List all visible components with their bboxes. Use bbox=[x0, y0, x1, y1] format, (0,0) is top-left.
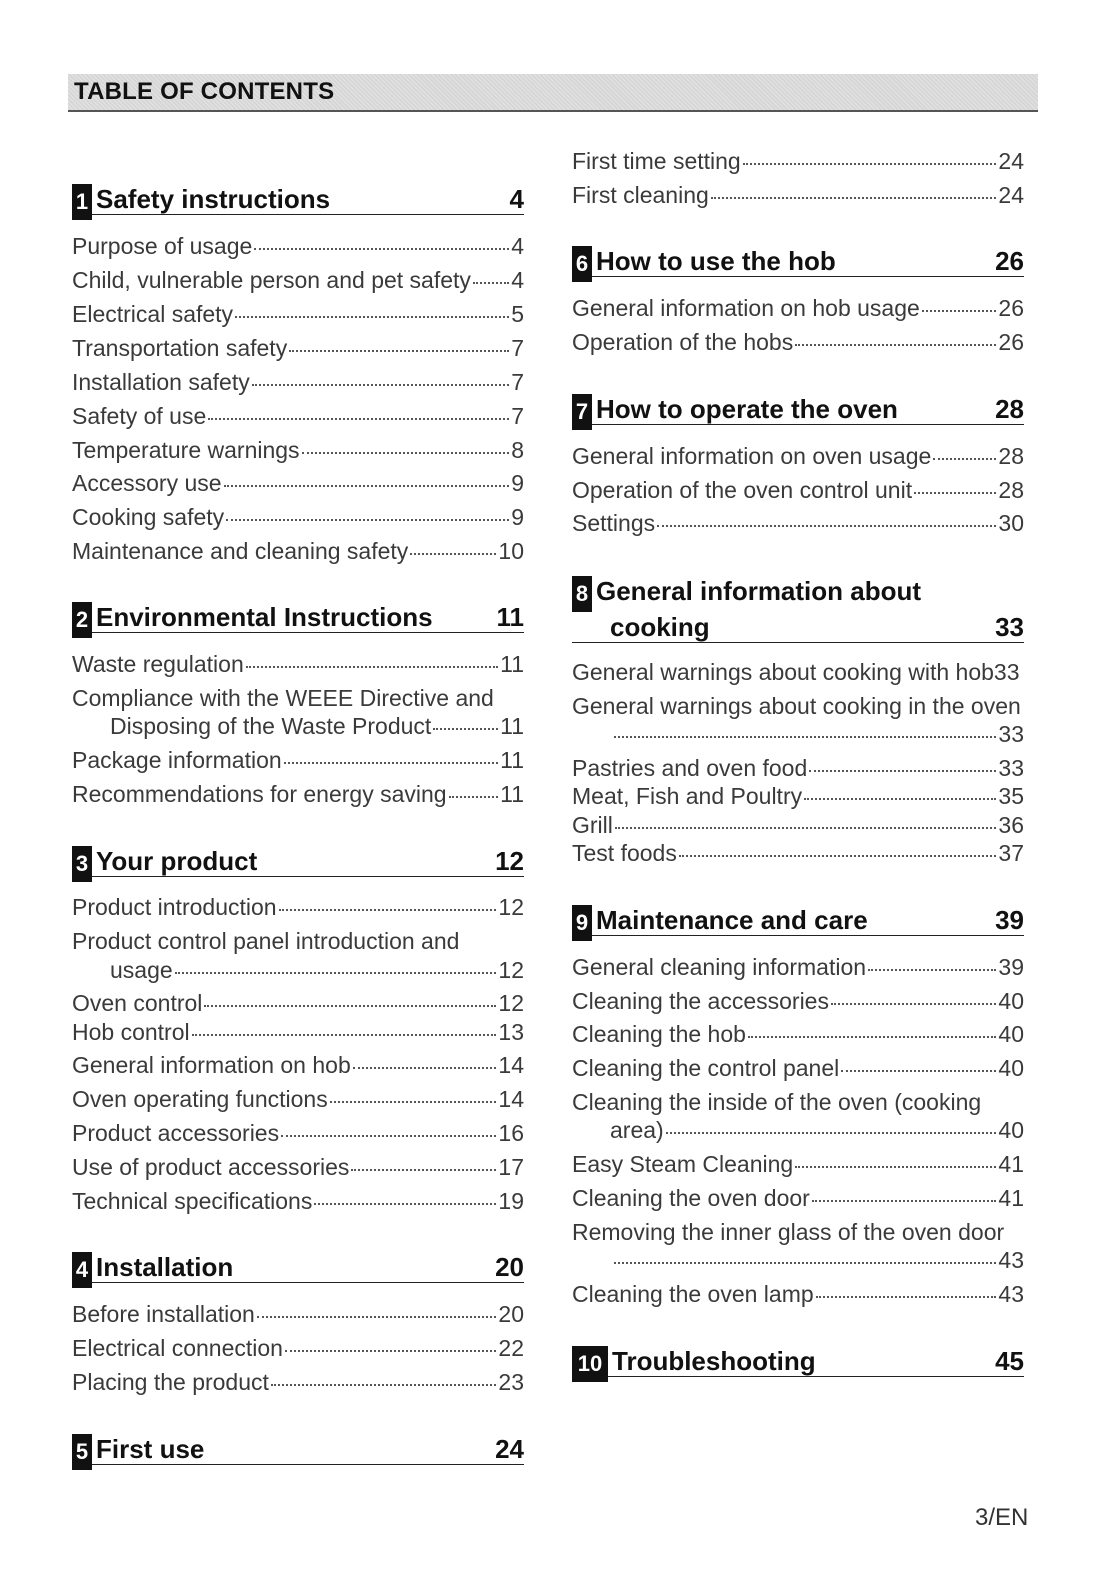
entry-title: Placing the product bbox=[72, 1369, 269, 1395]
entry-title: Installation safety bbox=[72, 369, 250, 395]
entry-page: 33 bbox=[998, 721, 1024, 747]
section-title: Troubleshooting bbox=[612, 1346, 816, 1376]
entry-page: 43 bbox=[998, 1281, 1024, 1307]
entry-page: 12 bbox=[498, 894, 524, 920]
entry-page: 22 bbox=[498, 1335, 524, 1361]
entry-title: Product introduction bbox=[72, 894, 277, 920]
entry-page: 7 bbox=[511, 403, 524, 429]
toc-entry[interactable] bbox=[572, 476, 1024, 504]
entry-page: 4 bbox=[511, 233, 524, 259]
entry-page: 11 bbox=[500, 781, 524, 807]
toc-entry[interactable] bbox=[572, 328, 1024, 356]
toc-entry[interactable] bbox=[572, 692, 1024, 720]
section-number: 4 bbox=[72, 1252, 92, 1288]
dot-leader bbox=[281, 1135, 496, 1137]
entry-title: Test foods bbox=[572, 840, 677, 866]
section-title: First use bbox=[96, 1434, 205, 1464]
toc-entry[interactable] bbox=[72, 927, 524, 955]
section-title: Maintenance and care bbox=[596, 905, 868, 935]
section-number: 3 bbox=[72, 846, 92, 882]
dot-leader bbox=[192, 1034, 497, 1036]
entry-page: 9 bbox=[511, 470, 524, 496]
dot-leader bbox=[841, 1070, 996, 1072]
entry-page: 17 bbox=[498, 1154, 524, 1180]
entry-title: Cleaning the accessories bbox=[572, 988, 829, 1014]
entry-title: Use of product accessories bbox=[72, 1154, 350, 1180]
dot-leader bbox=[933, 458, 996, 460]
entry-title: Package information bbox=[72, 747, 282, 773]
dot-leader bbox=[614, 1262, 996, 1264]
entry-title: Operation of the oven control unit bbox=[572, 477, 913, 503]
toc-entry[interactable] bbox=[572, 1150, 1024, 1178]
toc-entry[interactable] bbox=[72, 989, 524, 1017]
entry-title: Cleaning the hob bbox=[572, 1021, 746, 1047]
toc-entry[interactable] bbox=[72, 1187, 524, 1215]
section-title: How to use the hob bbox=[596, 246, 836, 276]
entry-page: 19 bbox=[498, 1188, 524, 1214]
dot-leader bbox=[246, 666, 498, 668]
entry-page: 7 bbox=[511, 335, 524, 361]
dot-leader bbox=[330, 1101, 497, 1103]
dot-leader bbox=[351, 1169, 496, 1171]
section-page: 20 bbox=[495, 1252, 524, 1282]
entry-page: 7 bbox=[511, 369, 524, 395]
dot-leader bbox=[868, 969, 996, 971]
section-title: Safety instructions bbox=[96, 184, 331, 214]
toc-entry[interactable] bbox=[72, 503, 524, 531]
entry-title: First time setting bbox=[572, 148, 741, 174]
entry-page: 8 bbox=[511, 437, 524, 463]
entry-title: Compliance with the WEEE Directive and bbox=[72, 685, 494, 711]
toc-entry[interactable] bbox=[572, 1088, 1024, 1116]
entry-title: Product accessories bbox=[72, 1120, 280, 1146]
toc-entry[interactable] bbox=[572, 442, 1024, 470]
entry-page: 36 bbox=[998, 812, 1024, 838]
entry-page: 40 bbox=[998, 988, 1024, 1014]
entry-page: 40 bbox=[998, 1021, 1024, 1047]
dot-leader bbox=[615, 827, 997, 829]
entry-title: Operation of the hobs bbox=[572, 329, 794, 355]
toc-entry[interactable] bbox=[572, 294, 1024, 322]
entry-page: 11 bbox=[500, 713, 524, 739]
entry-title: Before installation bbox=[72, 1301, 255, 1327]
toc-entry[interactable] bbox=[72, 1300, 524, 1328]
entry-page: 14 bbox=[498, 1086, 524, 1112]
dot-leader bbox=[449, 796, 499, 798]
toc-entry[interactable] bbox=[72, 300, 524, 328]
toc-entry[interactable] bbox=[572, 811, 1024, 839]
entry-title: Cleaning the oven lamp bbox=[572, 1281, 814, 1307]
section-number: 6 bbox=[572, 246, 592, 282]
section-heading[interactable] bbox=[72, 178, 524, 215]
dot-leader bbox=[914, 492, 996, 494]
dot-leader bbox=[271, 1384, 497, 1386]
entry-page: 9 bbox=[511, 504, 524, 530]
entry-page: 10 bbox=[498, 538, 524, 564]
entry-title: General warnings about cooking in the oven bbox=[572, 693, 1021, 719]
entry-title: Product control panel introduction and bbox=[72, 928, 460, 954]
entry-title: Removing the inner glass of the oven door bbox=[572, 1219, 1005, 1245]
entry-title: Electrical safety bbox=[72, 301, 234, 327]
section-page: 45 bbox=[995, 1346, 1024, 1376]
entry-page: 12 bbox=[498, 957, 524, 983]
entry-title: Cleaning the inside of the oven (cooking bbox=[572, 1089, 982, 1115]
toc-entry[interactable] bbox=[572, 839, 1024, 867]
dot-leader bbox=[289, 350, 509, 352]
dot-leader bbox=[748, 1036, 996, 1038]
toc-entry[interactable] bbox=[72, 650, 524, 678]
section-heading[interactable] bbox=[72, 596, 524, 633]
section-title: How to operate the oven bbox=[596, 394, 898, 424]
entry-title: Electrical connection bbox=[72, 1335, 283, 1361]
entry-title: General information on hob bbox=[72, 1052, 351, 1078]
dot-leader bbox=[175, 972, 497, 974]
entry-page: 41 bbox=[998, 1151, 1024, 1177]
section-heading[interactable] bbox=[572, 388, 1024, 425]
toc-entry[interactable] bbox=[72, 684, 524, 712]
section-number: 9 bbox=[572, 905, 592, 941]
dot-leader bbox=[279, 909, 497, 911]
entry-page: 41 bbox=[998, 1185, 1024, 1211]
toc-entry[interactable] bbox=[72, 537, 524, 565]
dot-leader bbox=[711, 197, 997, 199]
entry-page: 5 bbox=[511, 301, 524, 327]
toc-entry[interactable] bbox=[572, 1246, 1024, 1274]
entry-title: usage bbox=[110, 957, 173, 983]
dot-leader bbox=[804, 798, 996, 800]
section-page: 24 bbox=[495, 1434, 524, 1464]
dot-leader bbox=[353, 1067, 497, 1069]
dot-leader bbox=[314, 1203, 496, 1205]
dot-leader bbox=[208, 418, 509, 420]
section-title: Environmental Instructions bbox=[96, 602, 433, 632]
entry-title: Pastries and oven food bbox=[572, 755, 808, 781]
dot-leader bbox=[224, 485, 510, 487]
toc-entry[interactable] bbox=[72, 334, 524, 362]
section-page: 28 bbox=[995, 394, 1024, 424]
dot-leader bbox=[614, 736, 996, 738]
entry-page: 35 bbox=[998, 783, 1024, 809]
entry-page: 28 bbox=[998, 477, 1024, 503]
toc-entry[interactable] bbox=[72, 232, 524, 260]
entry-title: Easy Steam Cleaning bbox=[572, 1151, 794, 1177]
entry-title: General information on hob usage bbox=[572, 295, 920, 321]
entry-title: Child, vulnerable person and pet safety bbox=[72, 267, 471, 293]
entry-title: Settings bbox=[572, 510, 656, 536]
section-number: 1 bbox=[72, 184, 92, 220]
entry-page: 26 bbox=[998, 295, 1024, 321]
section-heading[interactable] bbox=[572, 240, 1024, 277]
toc-entry[interactable] bbox=[72, 746, 524, 774]
toc-entry[interactable] bbox=[572, 720, 1024, 748]
dot-leader bbox=[252, 384, 509, 386]
toc-entry[interactable] bbox=[72, 266, 524, 294]
entry-title: Grill bbox=[572, 812, 613, 838]
section-heading[interactable] bbox=[72, 840, 524, 877]
entry-title: Transportation safety bbox=[72, 335, 288, 361]
dot-leader bbox=[473, 282, 509, 284]
entry-page: 24 bbox=[998, 182, 1024, 208]
entry-page: 26 bbox=[998, 329, 1024, 355]
toc-entry[interactable] bbox=[72, 1119, 524, 1147]
entry-title: General information on oven usage bbox=[572, 443, 932, 469]
entry-page: 11 bbox=[500, 747, 524, 773]
entry-title: Maintenance and cleaning safety bbox=[72, 538, 409, 564]
entry-title: General warnings about cooking with hob33 bbox=[572, 659, 1020, 685]
toc-entry[interactable] bbox=[572, 1280, 1024, 1308]
entry-page: 20 bbox=[498, 1301, 524, 1327]
entry-title: Cleaning the control panel bbox=[572, 1055, 840, 1081]
section-page: 4 bbox=[509, 184, 524, 214]
entry-title: area) bbox=[610, 1117, 664, 1143]
entry-title: Cleaning the oven door bbox=[572, 1185, 810, 1211]
toc-entry[interactable] bbox=[72, 402, 524, 430]
section-number: 8 bbox=[572, 576, 592, 612]
dot-leader bbox=[410, 553, 496, 555]
toc-entry[interactable] bbox=[572, 181, 1024, 209]
dot-leader bbox=[743, 163, 997, 165]
entry-title: Technical specifications bbox=[72, 1188, 313, 1214]
section-page: 12 bbox=[495, 846, 524, 876]
dot-leader bbox=[831, 1003, 996, 1005]
entry-page: 43 bbox=[998, 1247, 1024, 1273]
dot-leader bbox=[922, 310, 997, 312]
entry-title: Waste regulation bbox=[72, 651, 244, 677]
entry-page: 40 bbox=[998, 1055, 1024, 1081]
toc-entry[interactable] bbox=[572, 1184, 1024, 1212]
entry-page: 33 bbox=[998, 755, 1024, 781]
dot-leader bbox=[812, 1200, 997, 1202]
section-page: 39 bbox=[995, 905, 1024, 935]
toc-entry[interactable] bbox=[572, 1020, 1024, 1048]
toc-entry[interactable] bbox=[72, 436, 524, 464]
entry-page: 13 bbox=[498, 1019, 524, 1045]
toc-entry[interactable] bbox=[572, 147, 1024, 175]
toc-entry[interactable] bbox=[572, 953, 1024, 981]
toc-entry[interactable] bbox=[72, 893, 524, 921]
entry-title: First cleaning bbox=[572, 182, 709, 208]
toc-entry[interactable] bbox=[572, 987, 1024, 1015]
entry-page: 40 bbox=[998, 1117, 1024, 1143]
section-page: 11 bbox=[496, 602, 524, 632]
toc-entry[interactable] bbox=[572, 1116, 1024, 1144]
section-page: 26 bbox=[995, 246, 1024, 276]
toc-entry[interactable] bbox=[572, 658, 1024, 686]
toc-entry[interactable] bbox=[72, 1368, 524, 1396]
section-page: 33 bbox=[995, 612, 1024, 642]
entry-title: Safety of use bbox=[72, 403, 207, 429]
entry-title: Cooking safety bbox=[72, 504, 225, 530]
toc-title: TABLE OF CONTENTS bbox=[74, 78, 335, 105]
dot-leader bbox=[795, 1166, 996, 1168]
toc-entry[interactable] bbox=[72, 368, 524, 396]
toc-header-band bbox=[68, 74, 1038, 112]
entry-title: Accessory use bbox=[72, 470, 222, 496]
toc-entry[interactable] bbox=[72, 1018, 524, 1046]
section-heading[interactable] bbox=[572, 899, 1024, 936]
section-title: Your product bbox=[96, 846, 258, 876]
section-title: Installation bbox=[96, 1252, 234, 1282]
section-number: 7 bbox=[572, 394, 592, 430]
toc-entry[interactable] bbox=[72, 1334, 524, 1362]
dot-leader bbox=[226, 519, 509, 521]
dot-leader bbox=[204, 1005, 496, 1007]
entry-page: 16 bbox=[498, 1120, 524, 1146]
entry-title: Oven control bbox=[72, 990, 203, 1016]
section-number: 10 bbox=[572, 1346, 608, 1382]
dot-leader bbox=[302, 452, 510, 454]
dot-leader bbox=[679, 855, 997, 857]
entry-page: 12 bbox=[498, 990, 524, 1016]
section-number: 2 bbox=[72, 602, 92, 638]
entry-title: Hob control bbox=[72, 1019, 190, 1045]
dot-leader bbox=[816, 1296, 997, 1298]
toc-entry[interactable] bbox=[72, 712, 524, 740]
dot-leader bbox=[257, 1316, 497, 1318]
toc-entry[interactable] bbox=[72, 780, 524, 808]
toc-entry[interactable] bbox=[572, 509, 1024, 537]
entry-title: Purpose of usage bbox=[72, 233, 253, 259]
dot-leader bbox=[235, 316, 509, 318]
page-number: 3/EN bbox=[975, 1504, 1029, 1531]
section-heading[interactable] bbox=[572, 570, 1024, 643]
toc-entry[interactable] bbox=[72, 956, 524, 984]
toc-entry[interactable] bbox=[572, 754, 1024, 782]
dot-leader bbox=[657, 525, 996, 527]
entry-page: 24 bbox=[998, 148, 1024, 174]
toc-entry[interactable] bbox=[572, 782, 1024, 810]
entry-title: General cleaning information bbox=[572, 954, 867, 980]
entry-page: 23 bbox=[498, 1369, 524, 1395]
entry-page: 30 bbox=[998, 510, 1024, 536]
entry-page: 39 bbox=[998, 954, 1024, 980]
toc-entry[interactable] bbox=[72, 1085, 524, 1113]
entry-page: 4 bbox=[511, 267, 524, 293]
dot-leader bbox=[666, 1132, 997, 1134]
entry-page: 11 bbox=[500, 651, 524, 677]
entry-title: Meat, Fish and Poultry bbox=[572, 783, 803, 809]
entry-title: Disposing of the Waste Product bbox=[110, 713, 432, 739]
toc-entry[interactable] bbox=[72, 469, 524, 497]
section-heading[interactable] bbox=[572, 1340, 1024, 1377]
toc-entry[interactable] bbox=[572, 1054, 1024, 1082]
dot-leader bbox=[254, 248, 509, 250]
section-title: General information about bbox=[596, 576, 922, 606]
dot-leader bbox=[795, 344, 996, 346]
dot-leader bbox=[285, 1350, 496, 1352]
dot-leader bbox=[809, 770, 996, 772]
section-number: 5 bbox=[72, 1434, 92, 1470]
entry-page: 14 bbox=[498, 1052, 524, 1078]
toc-entry[interactable] bbox=[72, 1153, 524, 1181]
toc-entry[interactable] bbox=[72, 1051, 524, 1079]
entry-page: 37 bbox=[998, 840, 1024, 866]
entry-page: 28 bbox=[998, 443, 1024, 469]
section-heading[interactable] bbox=[72, 1246, 524, 1283]
section-title-continued: cooking bbox=[610, 612, 710, 642]
entry-title: Oven operating functions bbox=[72, 1086, 328, 1112]
dot-leader bbox=[284, 762, 498, 764]
dot-leader bbox=[433, 728, 498, 730]
entry-title: Temperature warnings bbox=[72, 437, 300, 463]
section-heading[interactable] bbox=[72, 1428, 524, 1465]
entry-title: Recommendations for energy saving bbox=[72, 781, 447, 807]
toc-entry[interactable] bbox=[572, 1218, 1024, 1246]
